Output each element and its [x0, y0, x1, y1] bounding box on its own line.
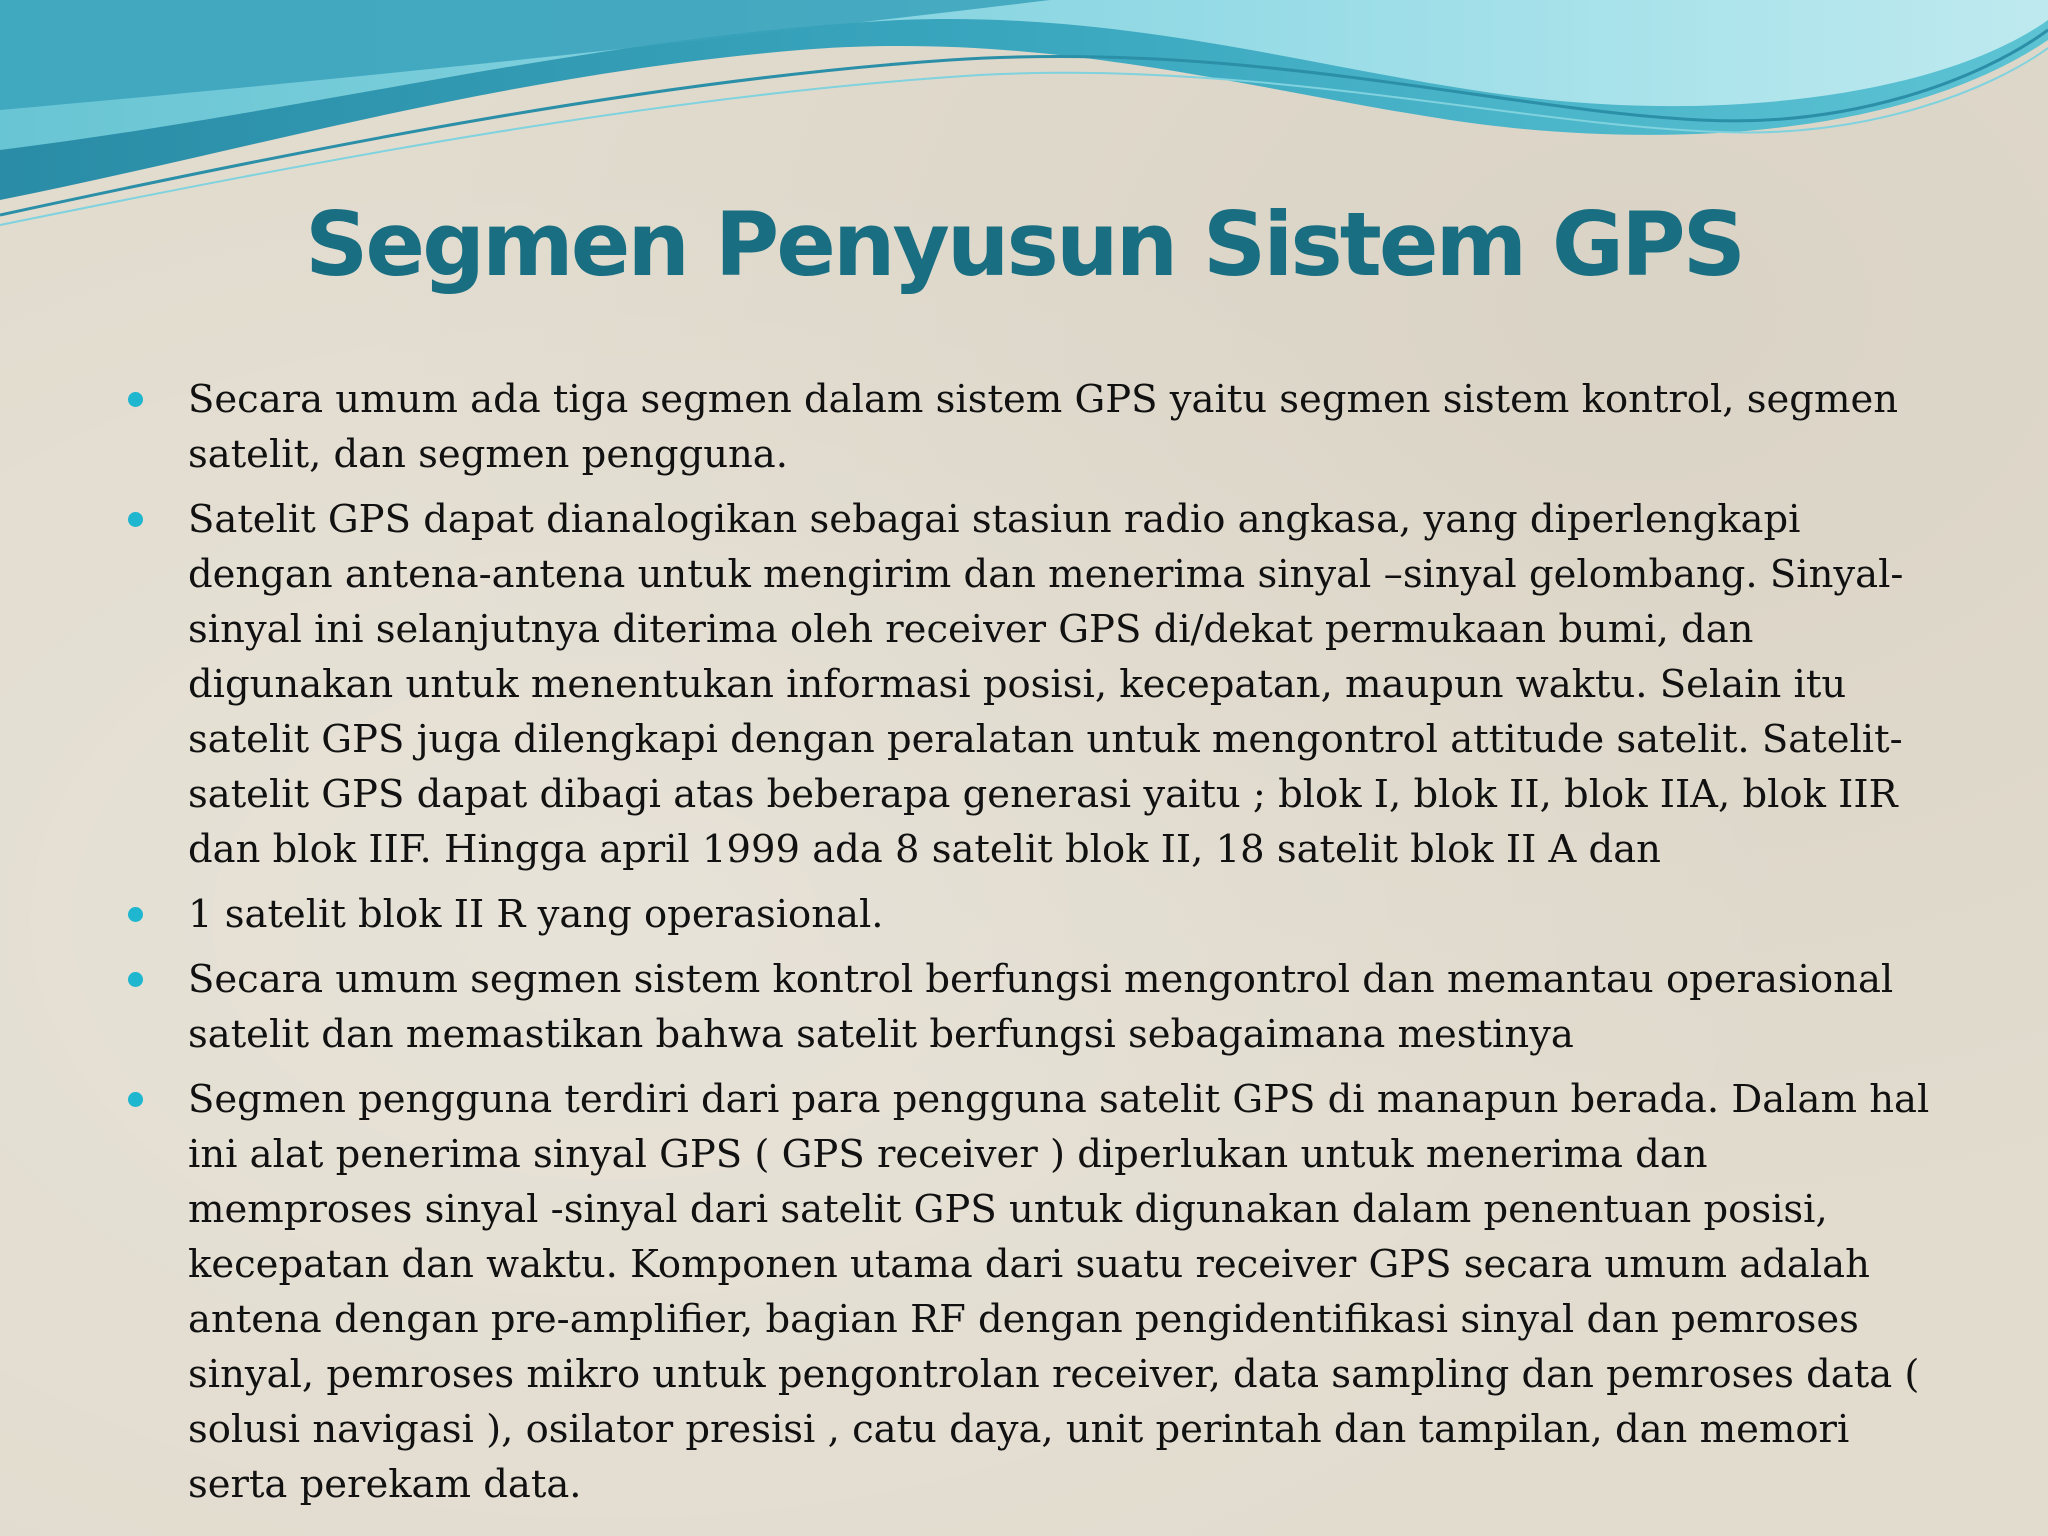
bullet-item: [120, 492, 1940, 877]
bullet-text: Secara umum segmen sistem kontrol berfungsi mengontrol dan memantau operasional satelit dan memastikan bahwa satelit berfungsi sebagaimana mestinya: [188, 957, 1894, 1057]
bullet-item: [120, 887, 1940, 942]
bullet-dot-icon: [128, 512, 143, 527]
bullet-item: [120, 952, 1940, 1062]
slide-title: Segmen Penyusun Sistem GPS: [305, 193, 1743, 296]
bullet-list: [120, 372, 1940, 1522]
bullet-text: Satelit GPS dapat dianalogikan sebagai stasiun radio angkasa, yang diperlengkapi dengan antena-antena untuk mengirim dan menerima sinyal –sinyal gelombang. Sinyal-sinyal ini selanjutnya diterima oleh receiver GPS di/dekat permukaan bumi, dan digunakan untuk menentukan informasi posisi, kecepatan, maupun waktu. Selain itu satelit GPS juga dilengkapi dengan peralatan untuk mengontrol attitude satelit. Satelit-satelit GPS dapat dibagi atas beberapa generasi yaitu ; blok I, blok II, blok IIA, blok IIR dan blok IIF. Hingga april 1999 ada 8 satelit blok II, 18 satelit blok II A dan: [188, 497, 1904, 872]
bullet-dot-icon: [128, 972, 143, 987]
bullet-text: 1 satelit blok II R yang operasional.: [188, 892, 884, 937]
bullet-dot-icon: [128, 907, 143, 922]
bullet-dot-icon: [128, 1092, 143, 1107]
wave-top: [0, 0, 1050, 110]
bullet-item: [120, 1072, 1940, 1512]
bullet-dot-icon: [128, 392, 143, 407]
bullet-text: Secara umum ada tiga segmen dalam sistem GPS yaitu segmen sistem kontrol, segmen satelit, dan segmen pengguna.: [188, 377, 1899, 477]
bullet-text: Segmen pengguna terdiri dari para pengguna satelit GPS di manapun berada. Dalam hal ini alat penerima sinyal GPS ( GPS receiver ) diperlukan untuk menerima dan memproses sinyal -sinyal dari satelit GPS untuk digunakan dalam penentuan posisi, kecepatan dan waktu. Komponen utama dari suatu receiver GPS secara umum adalah antena dengan pre-amplifier, bagian RF dengan pengidentifikasi sinyal dan pemroses sinyal, pemroses mikro untuk pengontrolan receiver, data sampling dan pemroses data ( solusi navigasi ), osilator presisi , catu daya, unit perintah dan tampilan, dan memori serta perekam data.: [188, 1077, 1930, 1507]
bullet-item: [120, 372, 1940, 482]
